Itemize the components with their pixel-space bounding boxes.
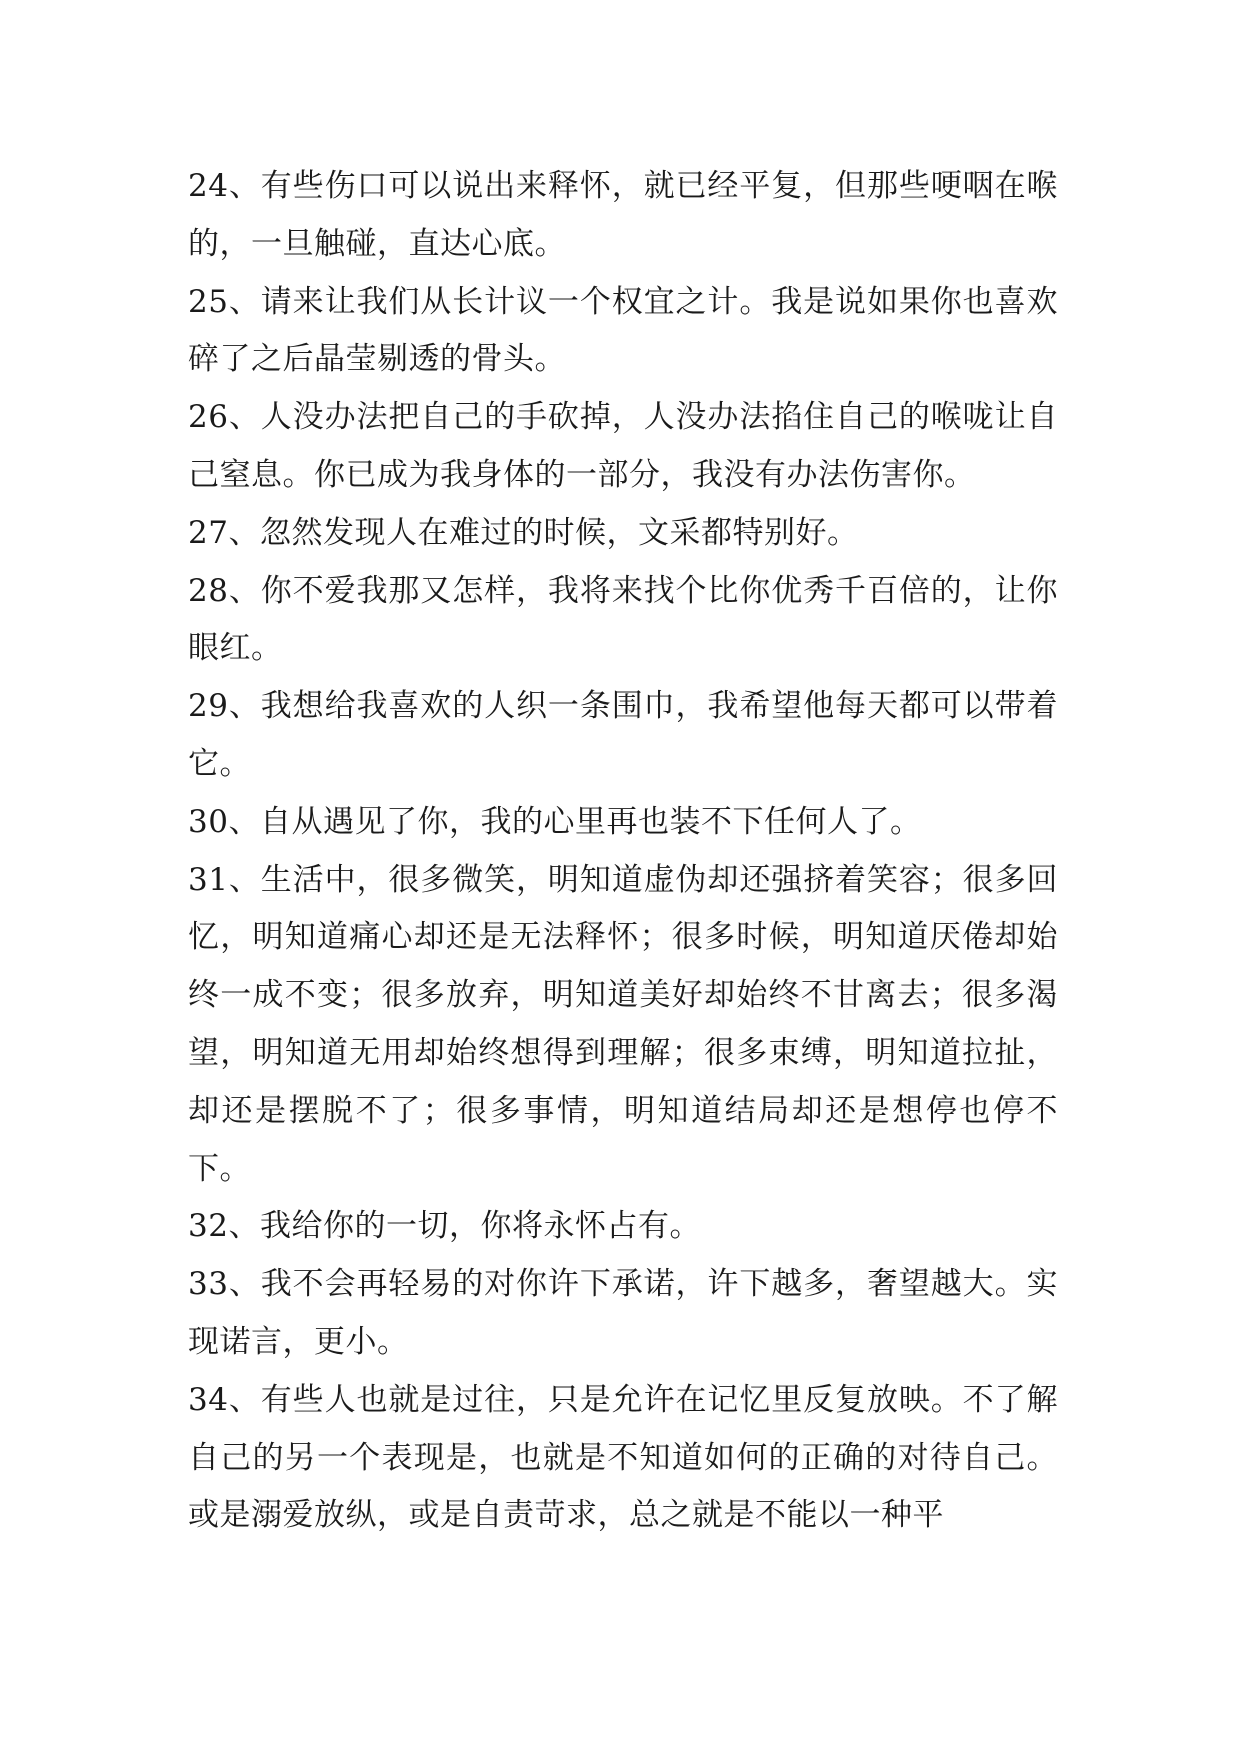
- paragraph-31: 31、生活中，很多微笑，明知道虚伪却还强挤着笑容；很多回忆，明知道痛心却还是无法释怀；很多时候，明知道厌倦却始终一成不变；很多放弃，明知道美好却始终不甘离去；很多渴望，明知道无用却始终想得到理解；很多束缚，明知道拉扯，却还是摆脱不了；很多事情，明知道结局却还是想停也停不下。: [188, 861, 1058, 1187]
- paragraph-26: 26、人没办法把自己的手砍掉，人没办法掐住自己的喉咙让自己窒息。你已成为我身体的一部分，我没有办法伤害你。: [188, 399, 1058, 493]
- paragraph-34: 34、有些人也就是过往，只是允许在记忆里反复放映。不了解自己的另一个表现是，也就是不知道如何的正确的对待自己。或是溺爱放纵，或是自责苛求，总之就是不能以一种平: [188, 1381, 1058, 1534]
- paragraph-29: 29、我想给我喜欢的人织一条围巾，我希望他每天都可以带着它。: [188, 688, 1058, 782]
- paragraph-25: 25、请来让我们从长计议一个权宜之计。我是说如果你也喜欢碎了之后晶莹剔透的骨头。: [188, 283, 1058, 378]
- paragraph-24: 24、有些伤口可以说出来释怀，就已经平复，但那些哽咽在喉的，一旦触碰，直达心底。: [188, 168, 1058, 262]
- paragraph-30: 30、自从遇见了你，我的心里再也装不下任何人了。: [188, 803, 922, 840]
- paragraph-32: 32、我给你的一切，你将永怀占有。: [188, 1208, 701, 1245]
- document-body: [188, 158, 1058, 1545]
- paragraph-27: 27、忽然发现人在难过的时候，文采都特别好。: [188, 514, 859, 551]
- paragraph-28: 28、你不爱我那又怎样，我将来找个比你优秀千百倍的，让你眼红。: [188, 572, 1058, 667]
- paragraph-33: 33、我不会再轻易的对你许下承诺，许下越多，奢望越大。实现诺言，更小。: [188, 1266, 1058, 1360]
